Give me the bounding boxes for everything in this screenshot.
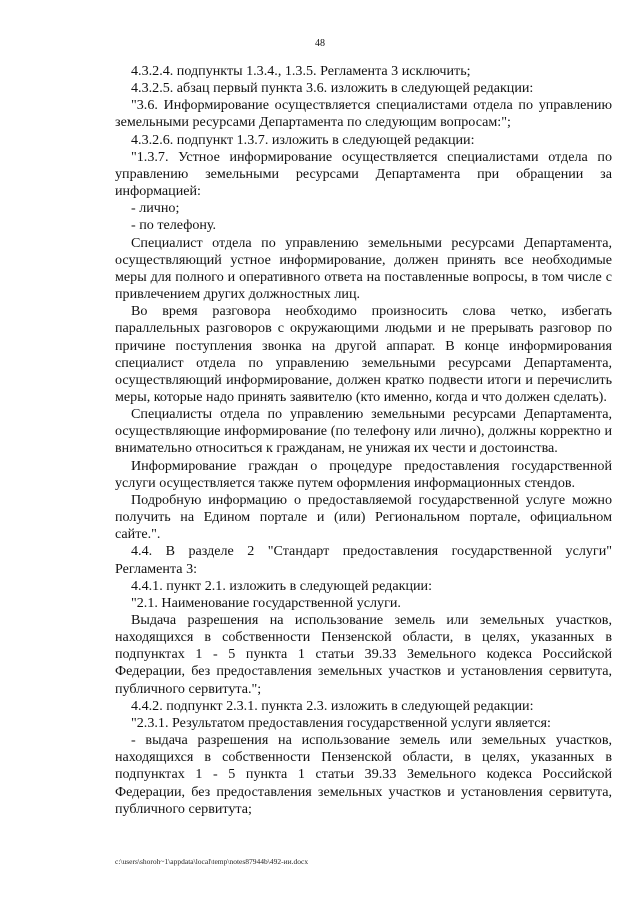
paragraph: 4.4.1. пункт 2.1. изложить в следующей редакции:	[131, 577, 432, 594]
document-body	[115, 63, 612, 818]
paragraph: Информирование граждан о процедуре предоставления государственной услуги осуществляется также путем оформления информационных стендов.	[115, 457, 612, 491]
paragraph: "3.6. Информирование осуществляется специалистами отдела по управлению земельными ресурсами Департамента по следующим вопросам:";	[115, 97, 612, 131]
paragraph: - по телефону.	[131, 217, 217, 234]
paragraph: - лично;	[131, 200, 180, 217]
paragraph: "2.1. Наименование государственной услуги.	[131, 594, 401, 611]
paragraph: 4.4.2. подпункт 2.3.1. пункта 2.3. изложить в следующей редакции:	[131, 697, 534, 714]
file-path-footer: c:\users\shoroh~1\appdata\local\temp\notes87944b\492-ии.docx	[115, 857, 309, 866]
paragraph: Выдача разрешения на использование земель или земельных участков, находящихся в собственности Пензенской области, в целях, указанных в подпунктах 1 - 5 пункта 1 статьи 39.33 Земельного кодекса Российской Федерации, без предоставления земельных участков и установления сервитута, публичного сервитута.";	[115, 612, 612, 697]
paragraph: - выдача разрешения на использование земель или земельных участков, находящихся в собственности Пензенской области, в целях, указанных в подпунктах 1 - 5 пункта 1 статьи 39.33 Земельного кодекса Российской Федерации, без предоставления земельных участков и установления сервитута, публичного сервитута;	[115, 732, 612, 817]
paragraph: Подробную информацию о предоставляемой государственной услуге можно получить на Едином портале и (или) Региональном портале, официальном сайте.".	[115, 491, 612, 543]
paragraph: Во время разговора необходимо произносить слова четко, избегать параллельных разговоров с окружающими людьми и не прерывать разговор по причине поступления звонка на другой аппарат. В конце информирования специалист отдела по управлению земельными ресурсами Департамента, осуществляющий информирование, должен кратко подвести итоги и перечислить меры, которые надо принять заявителю (кто именно, когда и что должен сделать).	[115, 303, 612, 405]
paragraph: 4.3.2.5. абзац первый пункта 3.6. изложить в следующей редакции:	[131, 80, 534, 97]
paragraph: Специалист отдела по управлению земельными ресурсами Департамента, осуществляющий устное информирование, должен принять все необходимые меры для полного и оперативного ответа на поставленные вопросы, в том числе с привлечением других должностных лиц.	[115, 234, 612, 303]
paragraph: "2.3.1. Результатом предоставления государственной услуги является:	[131, 714, 551, 731]
paragraph: 4.4. В разделе 2 "Стандарт предоставления государственной услуги" Регламента 3:	[115, 543, 612, 577]
paragraph: 4.3.2.4. подпункты 1.3.4., 1.3.5. Регламента 3 исключить;	[131, 63, 471, 79]
paragraph: 4.3.2.6. подпункт 1.3.7. изложить в следующей редакции:	[131, 131, 475, 148]
paragraph: Специалисты отдела по управлению земельными ресурсами Департамента, осуществляющие информирование (по телефону или лично), должны корректно и внимательно относиться к гражданам, не унижая их чести и достоинства.	[115, 406, 612, 457]
paragraph: "1.3.7. Устное информирование осуществляется специалистами отдела по управлению земельными ресурсами Департамента при обращении за информацией:	[115, 148, 612, 200]
page-number: 48	[315, 38, 325, 49]
